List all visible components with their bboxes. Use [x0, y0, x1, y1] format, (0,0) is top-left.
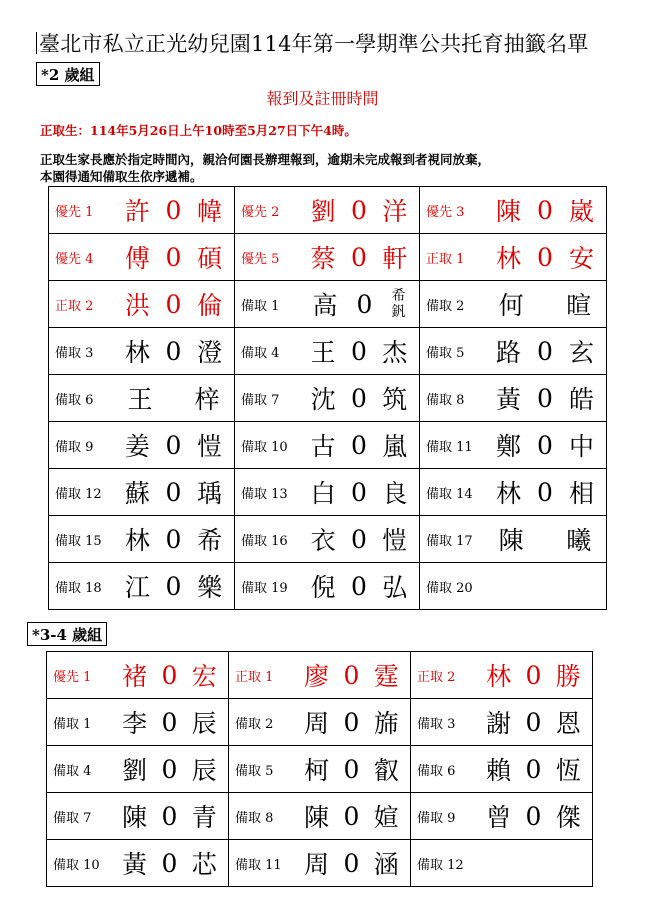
name-glyph: 0: [525, 754, 542, 784]
name-glyph: 鄭: [496, 432, 522, 461]
name-cell: [235, 563, 420, 610]
child-name: [303, 286, 419, 322]
name-cell: [411, 840, 593, 887]
rank-label: 備取 2: [235, 716, 274, 732]
name-cell: [49, 234, 235, 281]
child-name: [117, 427, 234, 463]
name-glyph: 蘇: [124, 479, 150, 508]
name-glyph: 洪: [124, 291, 150, 320]
name-table-age-3-4: [46, 651, 593, 887]
name-glyph: 青: [191, 803, 217, 832]
name-glyph: 安: [568, 244, 594, 273]
name-glyph: 旆: [373, 709, 399, 738]
name-cell: [49, 328, 235, 375]
rank-label: 優先 2: [241, 204, 280, 220]
child-name: [117, 286, 234, 322]
rank-label: 優先 5: [241, 251, 280, 267]
rank-label: 備取 2: [426, 298, 465, 314]
rank-label: 備取 7: [53, 810, 92, 826]
rank-label: 正取 2: [55, 298, 94, 314]
rank-label: 優先 3: [426, 204, 465, 220]
name-glyph: 何: [498, 291, 524, 320]
rank-label: 備取 10: [53, 857, 100, 873]
name-glyph: 0: [351, 477, 367, 507]
name-glyph: 高: [312, 291, 338, 320]
name-glyph: 廖: [304, 662, 330, 691]
child-name: [479, 657, 592, 693]
name-glyph: 0: [165, 430, 182, 460]
rank-label: 備取 4: [53, 763, 92, 779]
rank-label: 備取 9: [55, 439, 94, 455]
rank-label: 備取 7: [241, 392, 280, 408]
name-cell: [411, 793, 593, 840]
child-name: [303, 521, 419, 557]
name-glyph: 古: [310, 432, 336, 461]
name-glyph: 褚: [122, 662, 148, 691]
child-name: [297, 845, 410, 881]
name-glyph: 0: [537, 383, 553, 413]
name-glyph: 黃: [496, 385, 522, 414]
name-glyph: 陳: [304, 803, 330, 832]
name-glyph: 劉: [122, 756, 148, 785]
rank-label: 備取 13: [241, 486, 288, 502]
rank-label: 備取 8: [426, 392, 465, 408]
name-glyph: 0: [165, 571, 182, 601]
rank-label: 備取 11: [426, 439, 473, 455]
name-glyph: 江: [124, 573, 150, 602]
name-glyph: 霆: [373, 662, 399, 691]
table-row: [49, 375, 607, 422]
rank-label: 正取 2: [417, 669, 456, 685]
name-glyph: 辰: [191, 709, 217, 738]
name-glyph: 幃: [197, 197, 223, 226]
child-name: [303, 568, 419, 604]
child-name: [117, 474, 234, 510]
name-glyph: 衣: [310, 526, 336, 555]
name-glyph: 皓: [568, 385, 594, 414]
name-glyph: 瑀: [197, 479, 223, 508]
name-glyph: 林: [124, 526, 150, 555]
name-cell: [229, 840, 411, 887]
registration-time: 正取生：114年5月26日上午10時至5月27日下午4時。: [40, 123, 357, 138]
name-cell: [420, 234, 607, 281]
name-cell: [411, 746, 593, 793]
name-glyph: 姜: [124, 432, 150, 461]
rank-label: 正取 1: [426, 251, 465, 267]
name-glyph: 筑: [382, 385, 408, 414]
name-cell: [420, 281, 607, 328]
rank-label: 備取 8: [235, 810, 274, 826]
child-name: [297, 657, 410, 693]
rank-label: 備取 12: [55, 486, 102, 502]
child-name: [488, 192, 606, 228]
table-row: [49, 422, 607, 469]
child-name: [303, 333, 419, 369]
rank-label: 備取 12: [417, 857, 464, 873]
name-cell: [420, 187, 607, 234]
name-glyph: 暄: [566, 291, 592, 320]
registration-title: 報到及註冊時間: [266, 89, 379, 108]
name-glyph: 劉: [310, 197, 336, 226]
name-cell: [235, 281, 420, 328]
child-name: [297, 751, 410, 787]
name-glyph: 倪: [310, 573, 336, 602]
name-glyph: 涵: [373, 850, 399, 879]
name-cell: [411, 652, 593, 699]
table-row: [49, 516, 607, 563]
rank-label: 優先 4: [55, 251, 94, 267]
name-cell: [420, 328, 607, 375]
name-cell: [235, 516, 420, 563]
child-name: [117, 192, 234, 228]
name-glyph: 0: [537, 430, 553, 460]
name-glyph: 路: [496, 338, 522, 367]
name-glyph: 0: [351, 242, 367, 272]
name-glyph: 希: [197, 526, 223, 555]
name-glyph: 林: [124, 338, 150, 367]
child-name: [488, 427, 606, 463]
name-cell: [235, 234, 420, 281]
name-cell: [47, 652, 229, 699]
name-glyph: 王: [310, 338, 336, 367]
name-cell: [420, 422, 607, 469]
name-glyph: 0: [351, 195, 367, 225]
name-table-age-2: [48, 186, 607, 610]
name-glyph: 周: [304, 709, 330, 738]
child-name: [297, 798, 410, 834]
name-cell: [49, 187, 235, 234]
name-glyph: 0: [161, 754, 178, 784]
name-glyph: 0: [165, 524, 182, 554]
name-glyph: 芯: [191, 850, 217, 879]
rank-label: 備取 3: [55, 345, 94, 361]
name-glyph: 洋: [382, 197, 408, 226]
name-cell: [420, 563, 607, 610]
name-glyph: 0: [161, 848, 178, 878]
name-glyph: 良: [382, 479, 408, 508]
name-glyph: 0: [525, 707, 542, 737]
child-name: [117, 521, 234, 557]
child-name: [303, 427, 419, 463]
name-glyph: 叡: [373, 756, 399, 785]
name-cell: [235, 187, 420, 234]
name-cell: [47, 840, 229, 887]
name-glyph: 0: [537, 195, 553, 225]
name-cell: [47, 746, 229, 793]
name-glyph: 陳: [122, 803, 148, 832]
child-name: [115, 845, 228, 881]
name-glyph: 樂: [197, 573, 223, 602]
name-glyph: 崴: [568, 197, 594, 226]
child-name: [479, 751, 592, 787]
rank-label: 備取 11: [235, 857, 282, 873]
rank-label: 備取 1: [241, 298, 280, 314]
rank-label: 優先 1: [53, 669, 92, 685]
name-glyph: 許: [124, 197, 150, 226]
name-glyph: 杰: [382, 338, 408, 367]
name-cell: [235, 422, 420, 469]
child-name: [115, 657, 228, 693]
name-glyph: 恆: [555, 756, 581, 785]
name-cell: [49, 516, 235, 563]
table-row: [49, 281, 607, 328]
name-glyph: 0: [161, 801, 178, 831]
child-name: [488, 474, 606, 510]
name-cell: [229, 793, 411, 840]
name-glyph: 0: [351, 383, 367, 413]
name-glyph: 0: [165, 195, 182, 225]
name-glyph: 0: [165, 477, 182, 507]
name-glyph: 0: [351, 571, 367, 601]
name-glyph: 0: [343, 801, 360, 831]
name-cell: [49, 422, 235, 469]
name-cell: [49, 469, 235, 516]
table-row: [49, 328, 607, 375]
child-name: [115, 798, 228, 834]
name-glyph: 0: [356, 289, 373, 319]
name-glyph: 林: [496, 244, 522, 273]
name-cell: [420, 375, 607, 422]
name-glyph: 0: [343, 707, 360, 737]
child-name: [488, 286, 606, 322]
child-name: [117, 380, 234, 416]
name-glyph: 媗: [373, 803, 399, 832]
name-glyph: 辰: [191, 756, 217, 785]
section-label-age-3-4: *3-4 歲組: [27, 622, 107, 646]
name-glyph: 陳: [496, 197, 522, 226]
rank-label: 備取 4: [241, 345, 280, 361]
name-glyph: 宏: [191, 662, 217, 691]
name-glyph: 嵐: [382, 432, 408, 461]
name-glyph: 李: [122, 709, 148, 738]
page-title: 臺北市私立正光幼兒園114年第一學期準公共托育抽籤名單: [36, 28, 588, 58]
name-glyph: 曦: [566, 526, 592, 555]
name-cell: [420, 516, 607, 563]
table-row: [49, 187, 607, 234]
table-row: [49, 469, 607, 516]
name-glyph: 0: [525, 801, 542, 831]
name-glyph: 0: [537, 336, 553, 366]
name-glyph: 澄: [197, 338, 223, 367]
child-name: [117, 333, 234, 369]
name-glyph: 賴: [486, 756, 512, 785]
name-glyph: 蔡: [310, 244, 336, 273]
name-glyph: 傑: [555, 803, 581, 832]
name-glyph: 0: [525, 660, 542, 690]
child-name: [115, 751, 228, 787]
name-glyph: 玄: [568, 338, 594, 367]
rank-label: 備取 6: [55, 392, 94, 408]
name-glyph: 相: [568, 479, 594, 508]
name-glyph: 梓: [194, 385, 220, 414]
table-row: [47, 840, 593, 887]
name-glyph: 周: [304, 850, 330, 879]
name-glyph: 0: [165, 242, 182, 272]
rank-label: 備取 20: [426, 580, 473, 596]
name-glyph: 0: [537, 242, 553, 272]
name-glyph: 黃: [122, 850, 148, 879]
name-glyph: 王: [127, 385, 153, 414]
rank-label: 備取 14: [426, 486, 473, 502]
name-glyph: 軒: [382, 244, 408, 273]
child-name: [117, 568, 234, 604]
rank-label: 備取 3: [417, 716, 456, 732]
name-cell: [47, 699, 229, 746]
name-glyph: 0: [351, 430, 367, 460]
name-glyph: 曾: [486, 803, 512, 832]
rank-label: 備取 15: [55, 533, 102, 549]
rank-label: 備取 5: [426, 345, 465, 361]
name-glyph: 碩: [197, 244, 223, 273]
child-name: [115, 704, 228, 740]
rank-label: 備取 17: [426, 533, 473, 549]
name-cell: [229, 652, 411, 699]
child-name: [488, 239, 606, 275]
child-name: [488, 380, 606, 416]
table-row: [47, 652, 593, 699]
name-glyph: 0: [343, 660, 360, 690]
child-name: [303, 192, 419, 228]
name-cell: [235, 469, 420, 516]
table-row: [49, 234, 607, 281]
name-cell: [411, 699, 593, 746]
name-cell: [49, 375, 235, 422]
name-cell: [49, 281, 235, 328]
name-glyph: 勝: [555, 662, 581, 691]
name-glyph: 0: [161, 660, 178, 690]
name-glyph: 0: [351, 524, 367, 554]
child-name: [479, 798, 592, 834]
child-name: [488, 521, 606, 557]
name-glyph: 倫: [197, 291, 223, 320]
rank-label: 備取 6: [417, 763, 456, 779]
name-glyph: 愷: [382, 526, 408, 555]
name-glyph: 沈: [310, 385, 336, 414]
name-glyph: 0: [165, 336, 182, 366]
name-glyph: 陳: [498, 526, 524, 555]
name-cell: [420, 469, 607, 516]
rank-label: 備取 16: [241, 533, 288, 549]
child-name: [297, 704, 410, 740]
name-cell: [235, 375, 420, 422]
rank-label: 備取 9: [417, 810, 456, 826]
name-cell: [49, 563, 235, 610]
child-name: [303, 474, 419, 510]
name-glyph: 柯: [304, 756, 330, 785]
child-name: [303, 380, 419, 416]
name-glyph: 0: [343, 754, 360, 784]
name-glyph: 林: [496, 479, 522, 508]
section-label-age-2: *2 歲組: [36, 62, 100, 86]
name-glyph: 林: [486, 662, 512, 691]
registration-notice: 正取生家長應於指定時間內，親洽何園長辦理報到，逾期未完成報到者視同放棄， 本園得通知備取生依序遞補。: [40, 152, 491, 184]
rank-label: 備取 10: [241, 439, 288, 455]
rank-label: 優先 1: [55, 204, 94, 220]
name-glyph: 白: [310, 479, 336, 508]
child-name: [488, 333, 606, 369]
stacked-name-glyphs: 希 釩: [391, 288, 406, 320]
name-glyph: 0: [343, 848, 360, 878]
name-glyph: 0: [351, 336, 367, 366]
name-glyph: 0: [161, 707, 178, 737]
name-cell: [229, 746, 411, 793]
name-glyph: 謝: [486, 709, 512, 738]
name-glyph: 弘: [382, 573, 408, 602]
rank-label: 正取 1: [235, 669, 274, 685]
table-row: [47, 746, 593, 793]
rank-label: 備取 19: [241, 580, 288, 596]
name-cell: [47, 793, 229, 840]
name-glyph: 傅: [124, 244, 150, 273]
table-row: [47, 793, 593, 840]
rank-label: 備取 1: [53, 716, 92, 732]
name-glyph: 0: [537, 477, 553, 507]
name-cell: [229, 699, 411, 746]
rank-label: 備取 5: [235, 763, 274, 779]
name-glyph: 中: [568, 432, 594, 461]
child-name: [303, 239, 419, 275]
table-row: [49, 563, 607, 610]
rank-label: 備取 18: [55, 580, 102, 596]
child-name: [479, 704, 592, 740]
name-cell: [235, 328, 420, 375]
name-glyph: 恩: [555, 709, 581, 738]
name-glyph: 愷: [197, 432, 223, 461]
name-glyph: 0: [165, 289, 182, 319]
cursor-bar: [36, 32, 37, 54]
child-name: [117, 239, 234, 275]
table-row: [47, 699, 593, 746]
